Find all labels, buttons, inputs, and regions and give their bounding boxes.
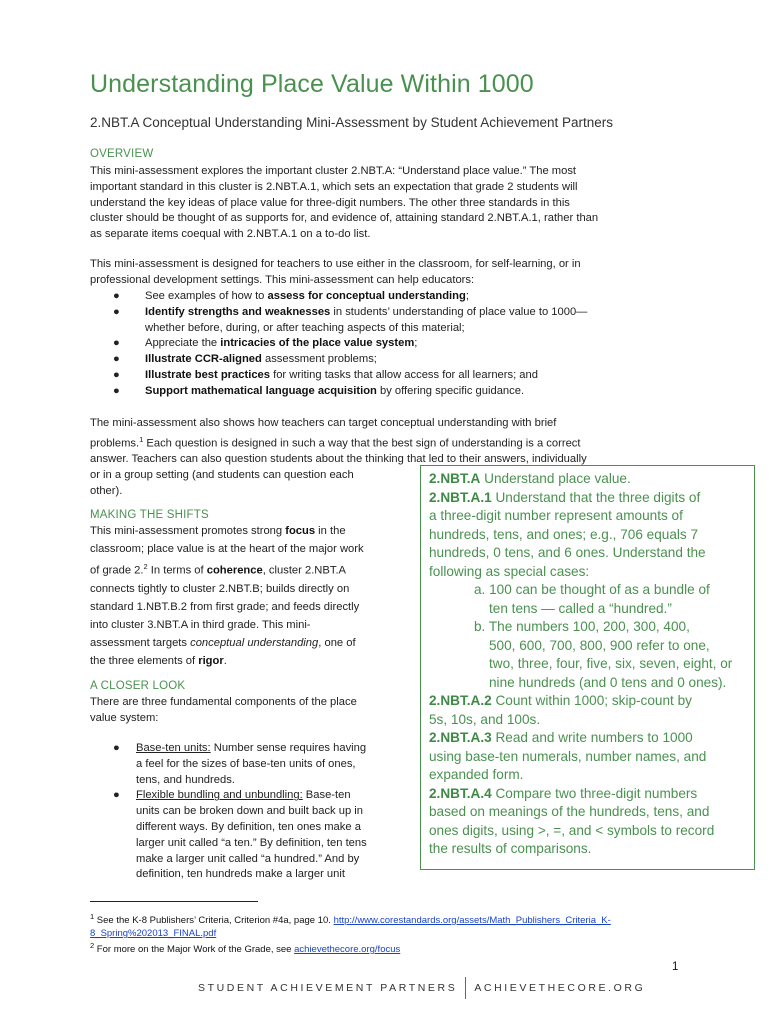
text-line: The mini-assessment also shows how teachers can target conceptual understanding with brief [90,417,557,429]
standard-2nbta1: 2.NBT.A.1 Understand that the three digits of a three-digit number represent amounts of hundreds, tens, and ones; e.g., 706 equals 7 hundreds, 0 tens, and 6 ones. Understand the following as special cases: [429,489,706,579]
standards-box [420,465,755,870]
list-item: ● Appreciate the intricacies of the place value system; [90,336,690,352]
standard-2nbta1-subcases: a. 100 can be thought of as a bundle of ten tens — called a “hundred.” b. The numbers 100, 200, 300, 400, 500, 600, 700, 800, 900 refer to one, two, three, four, five, six, seven, eight, or nine hundreds (and 0 tens and 0 ones). [474,582,733,690]
text-line: professional development settings. This mini-assessment can help educators: [90,273,475,286]
bullet-icon: ● [113,368,120,381]
bullet-icon: ● [113,337,120,350]
shifts-heading: MAKING THE SHIFTS [90,509,209,521]
text-line: cluster should be thought of as supports for, and evidence of, attaining standard 2.NBT.A.1, rather than [90,212,599,225]
criteria-link[interactable]: http://www.corestandards.org/assets/Math_Publishers_Criteria_K- [333,915,611,927]
standard-2nbta3: 2.NBT.A.3 Read and write numbers to 1000 using base-ten numerals, number names, and expanded form. [429,730,707,782]
standard-2nbta2: 2.NBT.A.2 Count within 1000; skip-count by 5s, 10s, and 100s. [429,693,692,727]
list-item: ● Illustrate CCR-aligned assessment problems; [90,352,690,368]
text-line: answer. Teachers can also question students about the thinking that led to their answers, individually [90,453,587,466]
footnote-ref-1[interactable]: 1 [139,434,144,444]
educator-goals-list [90,289,690,400]
footer-divider [465,977,466,999]
closer-look-intro [90,695,412,727]
text-line: This mini-assessment is designed for teachers to use either in the classroom, for self-learning, or in [90,258,581,270]
criteria-link-continued[interactable]: 8_Spring%202013_FINAL.pdf [90,928,217,940]
text-line: This mini-assessment promotes strong focus in the [90,525,346,537]
text-line: the three elements of rigor. [90,654,227,667]
standard-2nbta: 2.NBT.A Understand place value. [429,471,631,486]
overview-paragraph-2 [90,257,700,289]
footnote-1: $^1$ See the K-8 Publishers’ Criteria, Criterion #4a, page 10. http://www.corestandards.org/assets/Math_Publishers_Criteria_K- 8_Spring%202013_FINAL.pdf [90,912,611,940]
text-line: assessment targets conceptual understanding, one of [90,636,356,649]
text-line: as separate items coequal with 2.NBT.A.1 on a to-do list. [90,228,371,241]
bullet-icon: ● [113,789,120,802]
footnote-2: $^2$ For more on the Major Work of the Grade, see achievethecore.org/focus [90,941,401,956]
text-line: value system: [90,711,159,724]
text-line: connects tightly to cluster 2.NBT.B; builds directly on [90,582,350,595]
text-line: There are three fundamental components of the place [90,696,357,708]
footer-logo [198,977,645,999]
shifts-paragraph [90,522,412,670]
list-item: ● Illustrate best practices for writing tasks that allow access for all learners; and [90,368,690,384]
overview-paragraph-1 [90,164,700,243]
footer-site-name: ACHIEVETHECORE.ORG [474,982,646,994]
page-title: Understanding Place Value Within 1000 [90,70,534,98]
text-line: standard 1.NBT.B.2 from first grade; and feeds directly [90,600,360,613]
text-line: other). [90,484,123,497]
text-line: important standard in this cluster is 2.NBT.A.1, which sets an expectation that grade 2 students will [90,180,578,193]
text-line: or in a group setting (and students can question each [90,469,354,482]
list-item: ● Support mathematical language acquisition by offering specific guidance. [90,384,690,400]
bullet-icon: ● [113,353,120,366]
overview-heading: OVERVIEW [90,148,154,160]
focus-link[interactable]: achievethecore.org/focus [294,944,401,956]
text-line: classroom; place value is at the heart of the major work [90,543,364,555]
text-line: This mini-assessment explores the important cluster 2.NBT.A: “Understand place value.” The most [90,165,577,177]
text-line: problems.$^1$ Each question is designed in such a way that the best sign of understanding is a correct [90,434,581,450]
text-line: understand the key ideas of place value for three-digit numbers. The other three standards in this [90,196,570,209]
place-value-components-list [90,741,410,883]
bullet-icon: ● [113,290,120,302]
list-item: ● See examples of how to assess for conceptual understanding; [90,289,690,305]
footnote-ref-2[interactable]: 2 [143,562,148,571]
text-line: of grade 2.$^2$ In terms of coherence, cluster 2.NBT.A [90,562,347,577]
footer-org-name: STUDENT ACHIEVEMENT PARTNERS [198,982,458,994]
bullet-icon: ● [113,305,120,318]
list-item: ● Identify strengths and weaknesses in students’ understanding of place value to 1000— [90,305,690,321]
page-number: 1 [672,961,679,973]
page-subtitle: 2.NBT.A Conceptual Understanding Mini-Assessment by Student Achievement Partners [90,115,614,130]
closer-look-heading: A CLOSER LOOK [90,680,186,692]
list-item-continuation: whether before, during, or after teaching aspects of this material; [145,321,465,334]
list-item: ● Base-ten units: Number sense requires having a feel for the sizes of base-ten units of ones, tens, and hundreds. [113,742,367,786]
list-item: ● Flexible bundling and unbundling: Base-ten units can be broken down and built back up in different ways. By definition, ten ones make a larger unit called “a ten.” By definition, ten tens make a larger unit called “a hundred.” And by definition, ten hundreds make a larger unit [113,789,367,881]
footnote-divider [90,901,258,902]
bullet-icon: ● [113,742,120,754]
bullet-icon: ● [113,384,120,397]
standard-2nbta4: 2.NBT.A.4 Compare two three-digit numbers based on meanings of the hundreds, tens, and ones digits, using >, =, and < symbols to record the results of comparisons. [429,785,715,856]
text-line: into cluster 3.NBT.A in third grade. This mini- [90,618,311,631]
